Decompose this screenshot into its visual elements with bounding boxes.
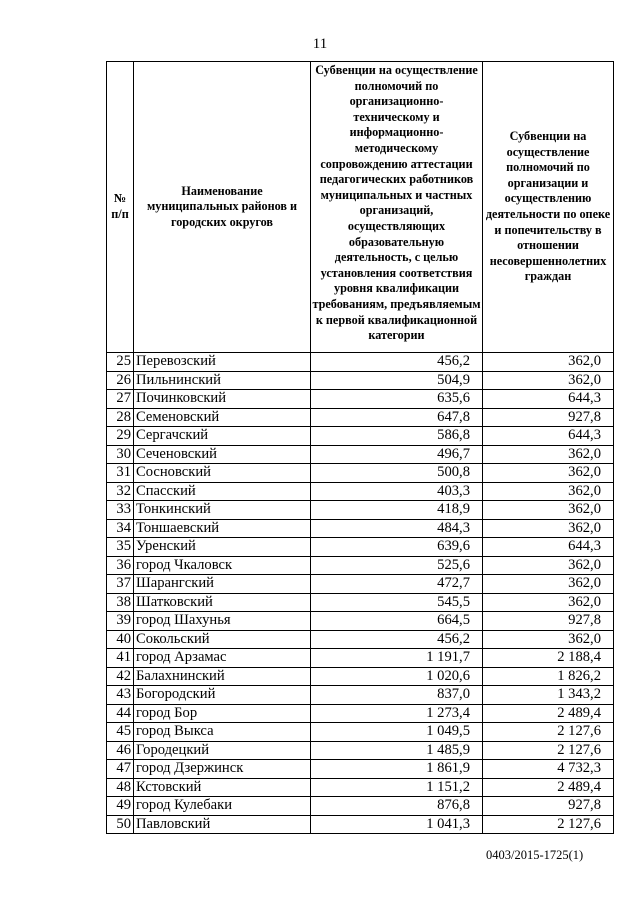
table-row — [107, 667, 614, 686]
attestation-subsidy-value: 496,7 — [311, 445, 483, 464]
table-row — [107, 390, 614, 409]
row-number: 44 — [107, 704, 134, 723]
table-row — [107, 723, 614, 742]
table-row — [107, 575, 614, 594]
municipality-name: Семеновский — [134, 408, 311, 427]
table-row — [107, 482, 614, 501]
guardianship-subsidy-value: 362,0 — [483, 501, 614, 520]
attestation-subsidy-value: 837,0 — [311, 686, 483, 705]
guardianship-subsidy-value: 2 127,6 — [483, 741, 614, 760]
attestation-subsidy-value: 1 151,2 — [311, 778, 483, 797]
header-attestation-subsidy: Субвенции на осуществление полномочий по организационно-техническому и информационно-методическому сопровождению аттестации педагогических работников муниципальных и частных организаций, осуществляющих образовательную деятельность, с целью установления соответствия уровня квалификации требованиям, предъявляемым к первой квалификационной категории — [311, 62, 483, 353]
page-number: 11 — [312, 36, 328, 52]
guardianship-subsidy-value: 362,0 — [483, 575, 614, 594]
row-number: 45 — [107, 723, 134, 742]
header-guardianship-subsidy: Субвенции на осуществление полномочий по организации и осуществлению деятельности по опеке и попечительству в отношении несовершеннолетних граждан — [483, 62, 614, 353]
guardianship-subsidy-value: 1 343,2 — [483, 686, 614, 705]
municipality-name: Сокольский — [134, 630, 311, 649]
attestation-subsidy-value: 472,7 — [311, 575, 483, 594]
attestation-subsidy-value: 418,9 — [311, 501, 483, 520]
table-row — [107, 519, 614, 538]
row-number: 48 — [107, 778, 134, 797]
row-number: 29 — [107, 427, 134, 446]
row-number: 46 — [107, 741, 134, 760]
row-number: 35 — [107, 538, 134, 557]
table-row — [107, 427, 614, 446]
row-number: 38 — [107, 593, 134, 612]
municipality-name: город Бор — [134, 704, 311, 723]
municipality-name: город Арзамас — [134, 649, 311, 668]
guardianship-subsidy-value: 362,0 — [483, 593, 614, 612]
municipality-name: город Чкаловск — [134, 556, 311, 575]
row-number: 30 — [107, 445, 134, 464]
subsidy-table — [106, 61, 614, 834]
row-number: 33 — [107, 501, 134, 520]
guardianship-subsidy-value: 644,3 — [483, 538, 614, 557]
attestation-subsidy-value: 545,5 — [311, 593, 483, 612]
municipality-name: Починковский — [134, 390, 311, 409]
attestation-subsidy-value: 647,8 — [311, 408, 483, 427]
table-row — [107, 501, 614, 520]
municipality-name: Кстовский — [134, 778, 311, 797]
row-number: 34 — [107, 519, 134, 538]
row-number: 47 — [107, 760, 134, 779]
attestation-subsidy-value: 1 861,9 — [311, 760, 483, 779]
municipality-name: Перевозский — [134, 353, 311, 372]
table-row — [107, 760, 614, 779]
table-row — [107, 371, 614, 390]
attestation-subsidy-value: 1 049,5 — [311, 723, 483, 742]
municipality-name: Сеченовский — [134, 445, 311, 464]
table-row — [107, 778, 614, 797]
attestation-subsidy-value: 1 485,9 — [311, 741, 483, 760]
row-number: 26 — [107, 371, 134, 390]
table-row — [107, 797, 614, 816]
table-row — [107, 612, 614, 631]
attestation-subsidy-value: 403,3 — [311, 482, 483, 501]
municipality-name: город Дзержинск — [134, 760, 311, 779]
table-row — [107, 538, 614, 557]
attestation-subsidy-value: 504,9 — [311, 371, 483, 390]
attestation-subsidy-value: 500,8 — [311, 464, 483, 483]
guardianship-subsidy-value: 2 188,4 — [483, 649, 614, 668]
guardianship-subsidy-value: 362,0 — [483, 630, 614, 649]
row-number: 43 — [107, 686, 134, 705]
municipality-name: город Выкса — [134, 723, 311, 742]
guardianship-subsidy-value: 362,0 — [483, 353, 614, 372]
attestation-subsidy-value: 876,8 — [311, 797, 483, 816]
guardianship-subsidy-value: 2 127,6 — [483, 815, 614, 834]
municipality-name: Спасский — [134, 482, 311, 501]
guardianship-subsidy-value: 2 127,6 — [483, 723, 614, 742]
table-row — [107, 408, 614, 427]
row-number: 36 — [107, 556, 134, 575]
guardianship-subsidy-value: 927,8 — [483, 408, 614, 427]
attestation-subsidy-value: 639,6 — [311, 538, 483, 557]
row-number: 49 — [107, 797, 134, 816]
subsidy-table-container — [106, 61, 614, 834]
guardianship-subsidy-value: 1 826,2 — [483, 667, 614, 686]
table-row — [107, 741, 614, 760]
table-row — [107, 815, 614, 834]
table-row — [107, 630, 614, 649]
municipality-name: Городецкий — [134, 741, 311, 760]
guardianship-subsidy-value: 362,0 — [483, 464, 614, 483]
row-number: 37 — [107, 575, 134, 594]
municipality-name: Уренский — [134, 538, 311, 557]
municipality-name: Сергачский — [134, 427, 311, 446]
row-number: 39 — [107, 612, 134, 631]
guardianship-subsidy-value: 4 732,3 — [483, 760, 614, 779]
table-row — [107, 686, 614, 705]
attestation-subsidy-value: 456,2 — [311, 353, 483, 372]
row-number: 25 — [107, 353, 134, 372]
row-number: 32 — [107, 482, 134, 501]
municipality-name: Пильнинский — [134, 371, 311, 390]
attestation-subsidy-value: 484,3 — [311, 519, 483, 538]
guardianship-subsidy-value: 644,3 — [483, 427, 614, 446]
guardianship-subsidy-value: 2 489,4 — [483, 778, 614, 797]
attestation-subsidy-value: 664,5 — [311, 612, 483, 631]
row-number: 27 — [107, 390, 134, 409]
attestation-subsidy-value: 1 020,6 — [311, 667, 483, 686]
municipality-name: город Шахунья — [134, 612, 311, 631]
guardianship-subsidy-value: 644,3 — [483, 390, 614, 409]
table-row — [107, 593, 614, 612]
municipality-name: Богородский — [134, 686, 311, 705]
municipality-name: Шарангский — [134, 575, 311, 594]
guardianship-subsidy-value: 362,0 — [483, 371, 614, 390]
attestation-subsidy-value: 586,8 — [311, 427, 483, 446]
attestation-subsidy-value: 525,6 — [311, 556, 483, 575]
table-row — [107, 464, 614, 483]
guardianship-subsidy-value: 362,0 — [483, 556, 614, 575]
table-row — [107, 704, 614, 723]
row-number: 28 — [107, 408, 134, 427]
attestation-subsidy-value: 1 273,4 — [311, 704, 483, 723]
attestation-subsidy-value: 635,6 — [311, 390, 483, 409]
guardianship-subsidy-value: 362,0 — [483, 482, 614, 501]
guardianship-subsidy-value: 362,0 — [483, 519, 614, 538]
table-row — [107, 353, 614, 372]
document-code: 0403/2015-1725(1) — [486, 848, 584, 862]
row-number: 50 — [107, 815, 134, 834]
table-row — [107, 649, 614, 668]
attestation-subsidy-value: 1 191,7 — [311, 649, 483, 668]
guardianship-subsidy-value: 362,0 — [483, 445, 614, 464]
municipality-name: город Кулебаки — [134, 797, 311, 816]
row-number: 41 — [107, 649, 134, 668]
header-number: № п/п — [107, 62, 134, 353]
table-body — [107, 353, 614, 834]
municipality-name: Шатковский — [134, 593, 311, 612]
municipality-name: Павловский — [134, 815, 311, 834]
attestation-subsidy-value: 1 041,3 — [311, 815, 483, 834]
municipality-name: Балахнинский — [134, 667, 311, 686]
header-municipality-name: Наименование муниципальных районов и городских округов — [134, 62, 311, 353]
municipality-name: Тонкинский — [134, 501, 311, 520]
row-number: 40 — [107, 630, 134, 649]
guardianship-subsidy-value: 927,8 — [483, 612, 614, 631]
municipality-name: Тоншаевский — [134, 519, 311, 538]
table-row — [107, 556, 614, 575]
guardianship-subsidy-value: 927,8 — [483, 797, 614, 816]
guardianship-subsidy-value: 2 489,4 — [483, 704, 614, 723]
row-number: 31 — [107, 464, 134, 483]
municipality-name: Сосновский — [134, 464, 311, 483]
table-row — [107, 445, 614, 464]
attestation-subsidy-value: 456,2 — [311, 630, 483, 649]
row-number: 42 — [107, 667, 134, 686]
table-header — [107, 62, 614, 353]
